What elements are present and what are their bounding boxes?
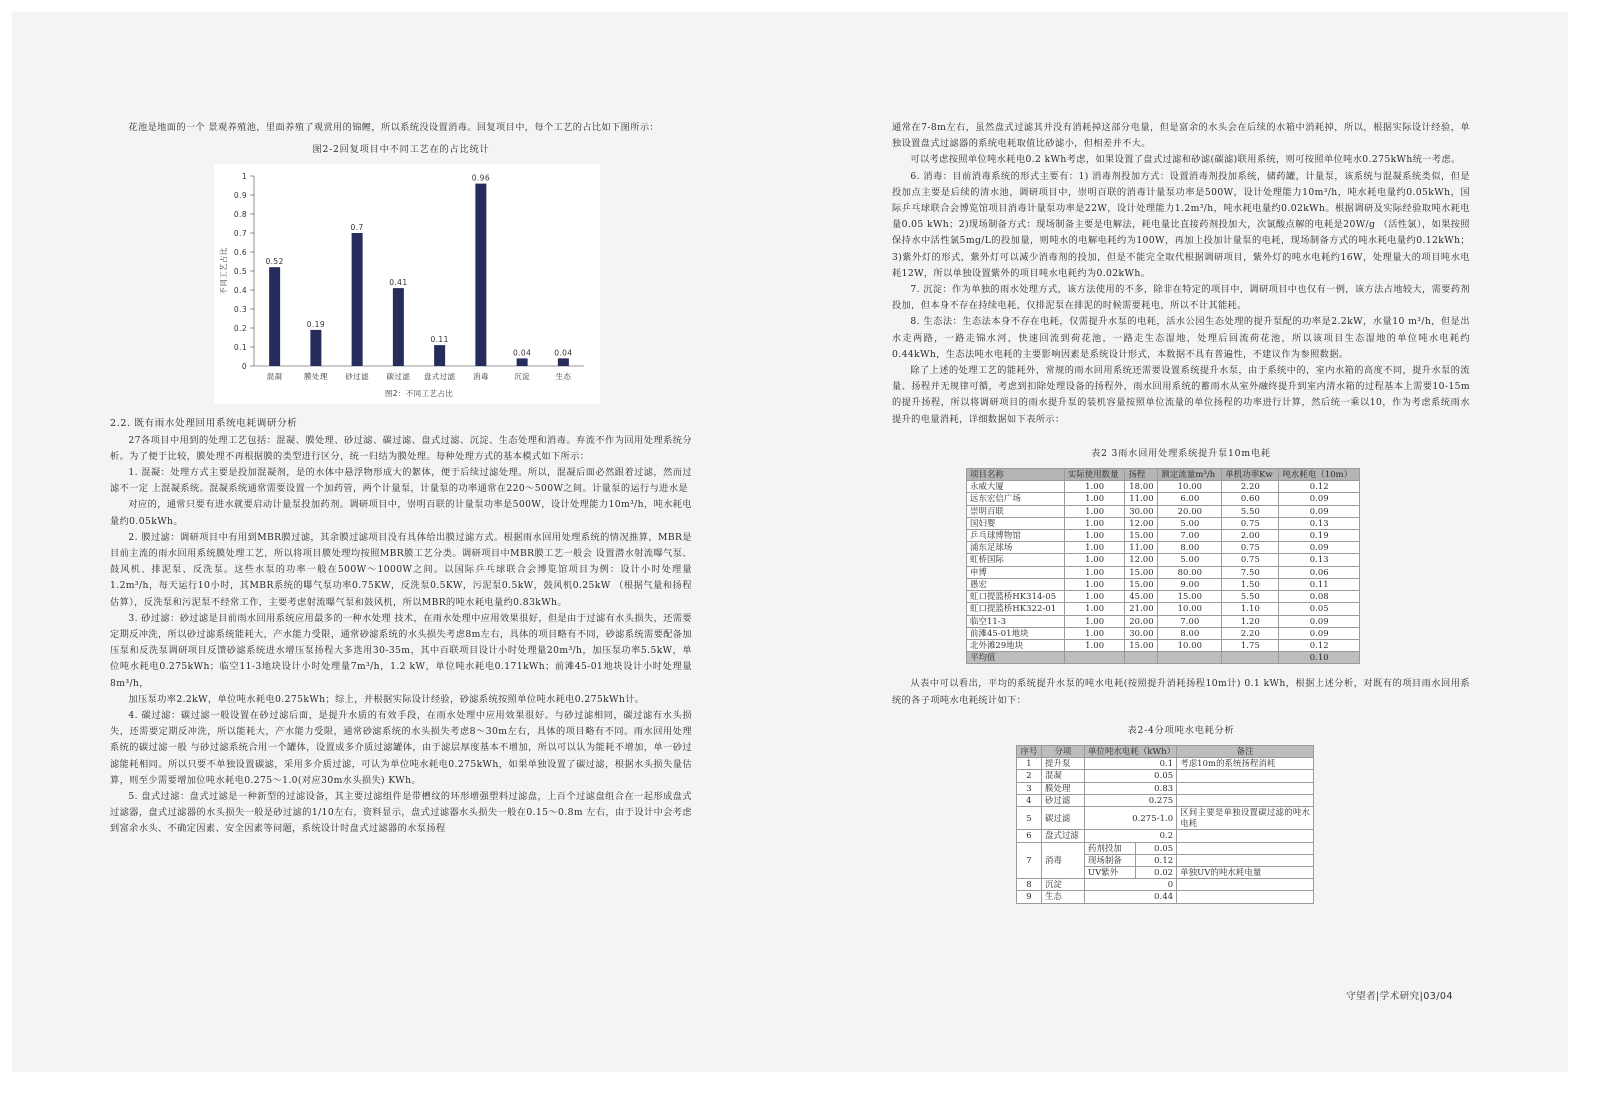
cell: 0.1 bbox=[1085, 758, 1177, 770]
cell: 崇明百联 bbox=[967, 505, 1065, 517]
table-body bbox=[967, 481, 1360, 664]
x-tick-label: 碳过滤 bbox=[386, 372, 411, 382]
paragraph: 3. 砂过滤：砂过滤是目前雨水回用系统应用最多的一种水处理 技术，在雨水处理中应用效果很好，但是由于过滤有水头损失，还需要定期反冲洗，所以砂过滤系统能耗大，产水能力受限，通常砂滤系统的水头损失考虑8m左右，具体的项目略有不同，砂滤系统需要配备加压泵和反洗泵调研项目反馈砂滤系统进水增压泵扬程大多选用30-35m，其中百联项目设计小时处理量20m³/h，加压泵功率5.5kW，单位吨水耗电0.275kWh；临空11-3地块设计小时处理量7m³/h，1.2 kW，单位吨水耗电0.171kWh；前滩45-01地块设计小时处理量8m³/h， bbox=[110, 612, 692, 689]
table-row bbox=[967, 591, 1360, 603]
y-tick-label: 0.4 bbox=[233, 286, 247, 296]
cell: 11.00 bbox=[1125, 493, 1158, 505]
table-row bbox=[967, 517, 1360, 529]
y-axis-label: 不同工艺占比 bbox=[219, 247, 228, 296]
cell: 浦东足球场 bbox=[967, 542, 1065, 554]
table-row bbox=[1017, 770, 1314, 782]
x-tick-label: 沉淀 bbox=[514, 372, 531, 382]
cell bbox=[1177, 782, 1314, 794]
cell: 1.10 bbox=[1222, 603, 1279, 615]
y-tick-label: 0.8 bbox=[233, 210, 247, 220]
cell: 1.00 bbox=[1064, 481, 1125, 493]
data-label: 0.96 bbox=[471, 174, 491, 184]
cell bbox=[1177, 879, 1314, 891]
cell: 1.00 bbox=[1064, 554, 1125, 566]
cell: 2.00 bbox=[1222, 530, 1279, 542]
cell: 30.00 bbox=[1125, 505, 1158, 517]
x-tick-label: 混凝 bbox=[266, 372, 283, 382]
cell: 现场制备 bbox=[1085, 854, 1136, 866]
cell: 0.60 bbox=[1222, 493, 1279, 505]
cell: 混凝 bbox=[1042, 770, 1085, 782]
y-tick-label: 0.3 bbox=[233, 305, 247, 315]
table2-caption: 表2-4分项吨水电耗分析 bbox=[1127, 724, 1235, 736]
x-tick-label: 盘式过滤 bbox=[423, 372, 456, 382]
table-average-row bbox=[967, 652, 1360, 664]
cell: 18.00 bbox=[1125, 481, 1158, 493]
column-header: 单机功率Kw bbox=[1222, 469, 1279, 481]
cell: 15.00 bbox=[1125, 578, 1158, 590]
cell: 1.00 bbox=[1064, 493, 1125, 505]
cell: 1.00 bbox=[1064, 530, 1125, 542]
cell bbox=[1177, 794, 1314, 806]
cell bbox=[1064, 652, 1125, 664]
cell: 2.20 bbox=[1222, 481, 1279, 493]
cell: 考虑10m的系统扬程消耗 bbox=[1177, 758, 1314, 770]
table-header-row bbox=[967, 469, 1360, 481]
y-tick-label: 0.9 bbox=[233, 191, 247, 201]
cell: 盘式过滤 bbox=[1042, 830, 1085, 842]
column-header: 项目名称 bbox=[967, 469, 1065, 481]
cell: 虹桥国际 bbox=[967, 554, 1065, 566]
table-row bbox=[967, 627, 1360, 639]
data-label: 0.11 bbox=[430, 335, 449, 345]
table-row bbox=[967, 615, 1360, 627]
cell: 0.08 bbox=[1279, 591, 1360, 603]
cell: 乒乓球博物馆 bbox=[967, 530, 1065, 542]
cell: 虹口提篮桥HK314-05 bbox=[967, 591, 1065, 603]
cell: 0.12 bbox=[1279, 639, 1360, 651]
cell: 5.50 bbox=[1222, 591, 1279, 603]
table-row bbox=[967, 530, 1360, 542]
bar bbox=[434, 346, 445, 367]
cell: 0.75 bbox=[1222, 517, 1279, 529]
cell: 20.00 bbox=[1158, 505, 1222, 517]
cell: 21.00 bbox=[1125, 603, 1158, 615]
paragraph: 7. 沉淀：作为单独的雨水处理方式，该方法使用的不多，除非在特定的项目中，调研项目中也仅有一例，该方法占地较大，需要药剂投加，但本身不存在持续电耗，仅排泥泵在排泥的时候需要耗电，所以不计其能耗。 bbox=[892, 284, 1470, 312]
cell: 1.50 bbox=[1222, 578, 1279, 590]
data-label: 0.04 bbox=[512, 348, 532, 358]
cell: 沉淀 bbox=[1042, 879, 1085, 891]
cell: 20.00 bbox=[1125, 615, 1158, 627]
cell: 15.00 bbox=[1125, 566, 1158, 578]
bar bbox=[269, 268, 280, 367]
y-tick-label: 0.1 bbox=[233, 343, 247, 353]
cell: 0.13 bbox=[1279, 554, 1360, 566]
cell: 0.05 bbox=[1279, 603, 1360, 615]
cell: 1.00 bbox=[1064, 517, 1125, 529]
cell: 0.19 bbox=[1279, 530, 1360, 542]
column-header: 序号 bbox=[1017, 745, 1042, 757]
cell: 0.05 bbox=[1136, 842, 1177, 854]
table-row bbox=[1017, 891, 1314, 903]
cell: 0.12 bbox=[1136, 854, 1177, 866]
column-header: 单位吨水电耗（kWh） bbox=[1085, 745, 1177, 757]
paragraph: 1. 混凝：处理方式主要是投加混凝剂，是的水体中悬浮物形成大的絮体，便于后续过滤处理。所以，混凝后面必然跟着过滤，然而过滤不一定 上混凝系统。混凝系统通常需要设置一个加药管，两个计量泵，计量泵的功率通常在220～500W之间。计量泵的运行与进水是 bbox=[110, 467, 692, 495]
x-axis-label: 图2：不同工艺占比 bbox=[384, 389, 454, 399]
cell bbox=[1125, 652, 1158, 664]
cell: 0.09 bbox=[1279, 505, 1360, 517]
table-row bbox=[1017, 806, 1314, 829]
chart-caption: 图2-2回复项目中不同工艺在的占比统计 bbox=[312, 144, 490, 156]
table-row bbox=[967, 578, 1360, 590]
column-header: 备注 bbox=[1177, 745, 1314, 757]
x-tick-label: 生态 bbox=[555, 372, 572, 382]
paragraph: 4. 碳过滤：碳过滤一般设置在砂过滤后面，是提升水质的有效手段，在雨水处理中应用效果很好。与砂过滤相同，碳过滤有水头损失，还需要定期反冲洗，所以能耗大，产水能力受限，通常砂滤系统的水头损失考虑8～30m左右，具体的项目略有不同。雨水回用处理系统的碳过滤一般 与砂过滤系统合用一个罐体，设置成多介质过滤罐体，由于滤层厚度基本不增加，所以可以认为能耗不增加，单一砂过滤能耗相同。所以只要不单独设置碳滤，采用多介质过滤，可认为单位吨水耗电0.275kWh，如果单独设置了碳过滤，根据水头损失量估算，则至少需要增加位吨水耗电0.275～1.0(对应30m水头损失) KWh。 bbox=[110, 710, 692, 786]
cell: 0.75 bbox=[1222, 542, 1279, 554]
left-column bbox=[110, 120, 692, 838]
cell: 碳过滤 bbox=[1042, 806, 1085, 829]
cell: 45.00 bbox=[1125, 591, 1158, 603]
bar bbox=[352, 233, 363, 366]
page-footer: 守望者|学术研究|03/04 bbox=[1346, 991, 1453, 1002]
cell: 1.00 bbox=[1064, 639, 1125, 651]
cell: 0.11 bbox=[1279, 578, 1360, 590]
table-row bbox=[967, 603, 1360, 615]
cell: 1.00 bbox=[1064, 615, 1125, 627]
cell: 0.44 bbox=[1085, 891, 1177, 903]
cell: 药剂投加 bbox=[1085, 842, 1136, 854]
y-tick-label: 1 bbox=[241, 172, 247, 182]
bar bbox=[310, 330, 321, 366]
cell: 远东宏信广场 bbox=[967, 493, 1065, 505]
cell: 0.09 bbox=[1279, 542, 1360, 554]
cell: 11.00 bbox=[1125, 542, 1158, 554]
cell: 30.00 bbox=[1125, 627, 1158, 639]
cell: 0.09 bbox=[1279, 493, 1360, 505]
pump-energy-table bbox=[966, 468, 1360, 664]
cell bbox=[1177, 891, 1314, 903]
paragraph: 5. 盘式过滤：盘式过滤是一种新型的过滤设备，其主要过滤组件是带槽纹的环形增强塑料过滤盘，上百个过滤盘组合在一起形成盘式过滤器，盘式过滤器的水头损失一般是砂过滤的1/10左右，资料显示，盘式过滤器水头损失一般在0.15～0.8m 左右，由于设计中会考虑到富余水头、不确定因素、安全因素等问题，系统设计时盘式过滤器的水泵扬程 bbox=[110, 791, 692, 835]
paragraph: 对应的，通常只要有进水就要启动计量泵投加药剂。调研项目中，崇明百联的计量泵功率是500W，设计处理能力10m³/h，吨水耗电量约0.05kWh。 bbox=[110, 499, 692, 527]
cell: 消毒 bbox=[1042, 842, 1085, 879]
table-row bbox=[1017, 794, 1314, 806]
cell: 1.00 bbox=[1064, 627, 1125, 639]
data-label: 0.7 bbox=[350, 223, 364, 233]
cell: 0.2 bbox=[1085, 830, 1177, 842]
cell: 虹口提篮桥HK322-01 bbox=[967, 603, 1065, 615]
table-header-row bbox=[1017, 745, 1314, 757]
y-tick-label: 0 bbox=[241, 362, 247, 372]
cell: 0.10 bbox=[1279, 652, 1360, 664]
cell: 1.75 bbox=[1222, 639, 1279, 651]
bar-chart-svg bbox=[214, 164, 600, 404]
itemized-energy-table bbox=[1016, 745, 1314, 904]
cell: 国妇婴 bbox=[967, 517, 1065, 529]
cell: 7 bbox=[1017, 842, 1042, 879]
paragraph: 2. 膜过滤：调研项目中有用到MBR膜过滤，其余膜过滤项目没有具体给出膜过滤方式。根据雨水回用处理系统的情况推算，MBR是目前主流的雨水回用系统膜处理工艺，所以将项目膜处理均按照MBR膜工艺分类。调研项目中MBR膜工艺一般会 设置潜水射流曝气泵、鼓风机、排泥泵、反洗泵。这些水泵的功率一般在500W～1000W之间。以国际乒乓球联合会博览馆项目为例：设计小时处理量1.2m³/h，每天运行10小时，其MBR系统的曝气泵功率0.75KW，反洗泵0.5KW，污泥泵0.5kW，鼓风机0.25kW （根据气量和扬程估算），反洗泵和污泥泵不经常工作，主要考虑射流曝气泵和鼓风机，所以MBR的吨水耗电量约0.83kWh。 bbox=[110, 531, 692, 608]
bar bbox=[558, 359, 569, 367]
cell: 2 bbox=[1017, 770, 1042, 782]
y-tick-label: 0.7 bbox=[233, 229, 247, 239]
cell: 1.00 bbox=[1064, 566, 1125, 578]
cell: 7.50 bbox=[1222, 566, 1279, 578]
column-header: 扬程 bbox=[1125, 469, 1158, 481]
cell: 3 bbox=[1017, 782, 1042, 794]
cell bbox=[1222, 652, 1279, 664]
cell: 7.00 bbox=[1158, 530, 1222, 542]
bar bbox=[393, 289, 404, 367]
cell: 申博 bbox=[967, 566, 1065, 578]
cell: 0.275-1.0 bbox=[1085, 806, 1177, 829]
data-label: 0.04 bbox=[554, 348, 573, 358]
table-row bbox=[967, 505, 1360, 517]
paragraph: 27各项目中用到的处理工艺包括：混凝、膜处理、砂过滤、碳过滤、盘式过滤、沉淀、生态处理和消毒。弃流不作为回用处理系统分析。为了便于比较，膜处理不再根据膜的类型进行区分，统一归结为膜处理。每种处理方式的基本模式如下所示： bbox=[110, 434, 692, 462]
cell: 0.83 bbox=[1085, 782, 1177, 794]
cell: 10.00 bbox=[1158, 481, 1222, 493]
y-tick-label: 0.5 bbox=[233, 267, 247, 277]
table-row bbox=[967, 493, 1360, 505]
cell bbox=[1177, 770, 1314, 782]
right-column bbox=[892, 120, 1470, 904]
y-tick-label: 0.2 bbox=[233, 324, 247, 334]
paragraph: 加压泵功率2.2kW，单位吨水耗电0.275kWh；综上，并根据实际设计经验，砂滤系统按照单位吨水耗电0.275kWh计。 bbox=[128, 693, 645, 705]
table-row bbox=[1017, 758, 1314, 770]
cell: 9.00 bbox=[1158, 578, 1222, 590]
cell: 12.00 bbox=[1125, 554, 1158, 566]
table-row bbox=[1017, 782, 1314, 794]
cell: 12.00 bbox=[1125, 517, 1158, 529]
paragraph: 通常在7-8m左右，虽然盘式过滤其并没有消耗掉这部分电量，但是富余的水头会在后续的水箱中消耗掉，所以，根据实际设计经验，单独设置盘式过滤器的系统电耗取值比砂滤小，但相差并不大。 bbox=[892, 122, 1470, 150]
cell: 1 bbox=[1017, 758, 1042, 770]
cell: 1.00 bbox=[1064, 603, 1125, 615]
cell: 10.00 bbox=[1158, 639, 1222, 651]
table-row bbox=[1017, 842, 1314, 854]
process-share-chart bbox=[214, 164, 600, 404]
cell: 生态 bbox=[1042, 891, 1085, 903]
cell: 6 bbox=[1017, 830, 1042, 842]
data-label: 0.19 bbox=[306, 320, 326, 330]
cell: UV紫外 bbox=[1085, 866, 1136, 878]
cell: 永威大厦 bbox=[967, 481, 1065, 493]
cell: 8.00 bbox=[1158, 627, 1222, 639]
cell: 10.00 bbox=[1158, 603, 1222, 615]
table1-caption: 表2 3雨水回用处理系统提升泵10m电耗 bbox=[1091, 447, 1271, 459]
cell: 砂过滤 bbox=[1042, 794, 1085, 806]
paragraph: 可以考虑按照单位吨水耗电0.2 kWh考虑，如果设置了盘式过滤和砂滤(碳滤)联用系统，则可按照单位吨水0.275kWh统一考虑。 bbox=[910, 154, 1461, 166]
column-header: 实际使用数量 bbox=[1064, 469, 1125, 481]
data-label: 0.52 bbox=[265, 257, 284, 267]
cell: 9 bbox=[1017, 891, 1042, 903]
paragraph: 8. 生态法：生态法本身不存在电耗，仅需提升水泵的电耗，活水公园生态处理的提升泵配的功率是2.2kW，水量10 m³/h，但是出水走两路，一路走锦水河，快速回流到荷花池，一路走生态湿地，处理后回流荷花池，所以该项目生态湿地的单位吨水电耗约0.44kWh，生态法吨水电耗的主要影响因素是系统设计形式，本数据不具有普遍性，不建议作为参照数据。 bbox=[892, 316, 1470, 360]
cell: 区间主要是单独设置碳过滤的吨水电耗 bbox=[1177, 806, 1314, 829]
cell: 0.12 bbox=[1279, 481, 1360, 493]
cell: 0.05 bbox=[1085, 770, 1177, 782]
table-row bbox=[967, 542, 1360, 554]
cell: 8 bbox=[1017, 879, 1042, 891]
cell: 0.06 bbox=[1279, 566, 1360, 578]
bar bbox=[475, 184, 486, 366]
cell: 5.00 bbox=[1158, 517, 1222, 529]
cell: 15.00 bbox=[1125, 639, 1158, 651]
cell: 提升泵 bbox=[1042, 758, 1085, 770]
paragraph: 6. 消毒：目前消毒系统的形式主要有：1) 消毒剂投加方式：设置消毒剂投加系统，储药罐，计量泵，该系统与混凝系统类似，但是投加点主要是后续的清水池，调研项目中，崇明百联的消毒计量泵功率是500W，设计处理能力10m³/h，吨水耗电量约0.05kWh，国际乒乓球联合会博览馆项目消毒计量泵功率是22W，设计处理能力1.2m³/h，吨水耗电量约0.02kWh。根据调研及实际经验取吨水耗电量0.05 kWh；2)现场制备方式：现场制备主要是电解法，耗电量比直接药剂投加大，次氯酸点解的电耗是20W/g （活性氯），如果按照保持水中活性氯5mg/L的投加量，则吨水的电解电耗约为100W，再加上投加计量泵的电耗，现场制备方式的吨水耗电量约0.12kWh； 3)紫外灯的形式，紫外灯可以减少消毒剂的投加，但是不能完全取代根据调研项目，紫外灯的吨水电耗约16W，处理量大的项目吨水电耗12W，所以单独设置紫外的项目吨水电耗约为0.02kWh。 bbox=[892, 170, 1470, 279]
cell: 0.09 bbox=[1279, 615, 1360, 627]
cell bbox=[1177, 842, 1314, 854]
cell: 80.00 bbox=[1158, 566, 1222, 578]
cell: 前滩45-01地块 bbox=[967, 627, 1065, 639]
column-header: 分项 bbox=[1042, 745, 1085, 757]
table-row bbox=[967, 639, 1360, 651]
data-label: 0.41 bbox=[389, 278, 408, 288]
column-header: 额定流量m³/h bbox=[1158, 469, 1222, 481]
table-row bbox=[967, 481, 1360, 493]
intro-paragraph: 花池是地面的一个 景观养殖池，里面养殖了观赏用的锦鲤，所以系统没设置消毒。回复项目中，每个工艺的占比如下图所示： bbox=[128, 122, 660, 133]
cell: 0 bbox=[1085, 879, 1177, 891]
cell: 临空11-3 bbox=[967, 615, 1065, 627]
cell: 6.00 bbox=[1158, 493, 1222, 505]
cell: 5.00 bbox=[1158, 554, 1222, 566]
cell: 北外滩29地块 bbox=[967, 639, 1065, 651]
x-tick-label: 膜处理 bbox=[304, 372, 328, 382]
cell bbox=[1177, 854, 1314, 866]
cell: 1.00 bbox=[1064, 591, 1125, 603]
paragraph: 从表中可以看出，平均的系统提升水泵的吨水电耗(按照提升消耗扬程10m计) 0.1 kWh，根据上述分析，对既有的项目雨水回用系统的各子项吨水电耗统计如下： bbox=[892, 678, 1470, 706]
cell: 0.75 bbox=[1222, 554, 1279, 566]
cell: 1.00 bbox=[1064, 505, 1125, 517]
cell: 0.02 bbox=[1136, 866, 1177, 878]
cell: 1.20 bbox=[1222, 615, 1279, 627]
column-header: 吨水耗电（10m） bbox=[1279, 469, 1360, 481]
cell bbox=[1158, 652, 1222, 664]
cell: 1.00 bbox=[1064, 542, 1125, 554]
cell bbox=[1177, 830, 1314, 842]
cell: 8.00 bbox=[1158, 542, 1222, 554]
table-row bbox=[967, 566, 1360, 578]
paragraph: 除了上述的处理工艺的能耗外，常规的雨水回用系统还需要设置系统提升水泵，由于系统中的，室内水箱的高度不同，提升水泵的流量、扬程并无规律可循，考虑到扣除处理设备的扬程外，雨水回用系统的蓄雨水从室外融终提升到室内清水箱的过程基本上需要10-15m的提升扬程，所以将调研项目的雨水提升泵的装机容量按照单位流量的单位扬程的功率进行计算，然后统一乘以10，作为考虑系统雨水提升的电量消耗，详细数据如下表所示： bbox=[892, 365, 1470, 425]
cell: 2.20 bbox=[1222, 627, 1279, 639]
cell: 1.00 bbox=[1064, 578, 1125, 590]
cell: 平均值 bbox=[967, 652, 1065, 664]
cell: 0.09 bbox=[1279, 627, 1360, 639]
cell: 愚宏 bbox=[967, 578, 1065, 590]
cell: 5.50 bbox=[1222, 505, 1279, 517]
table-row bbox=[967, 554, 1360, 566]
cell: 15.00 bbox=[1125, 530, 1158, 542]
cell: 15.00 bbox=[1158, 591, 1222, 603]
table-row bbox=[1017, 830, 1314, 842]
cell: 0.13 bbox=[1279, 517, 1360, 529]
x-tick-label: 砂过滤 bbox=[345, 372, 369, 382]
cell: 0.275 bbox=[1085, 794, 1177, 806]
x-tick-label: 消毒 bbox=[472, 372, 489, 382]
cell: 单独UV的吨水耗电量 bbox=[1177, 866, 1314, 878]
cell: 4 bbox=[1017, 794, 1042, 806]
table-row bbox=[1017, 879, 1314, 891]
bar bbox=[517, 359, 528, 367]
cell: 7.00 bbox=[1158, 615, 1222, 627]
y-tick-label: 0.6 bbox=[233, 248, 247, 258]
cell: 膜处理 bbox=[1042, 782, 1085, 794]
section-title: 2.2. 既有雨水处理回用系统电耗调研分析 bbox=[110, 418, 298, 430]
cell: 5 bbox=[1017, 806, 1042, 829]
